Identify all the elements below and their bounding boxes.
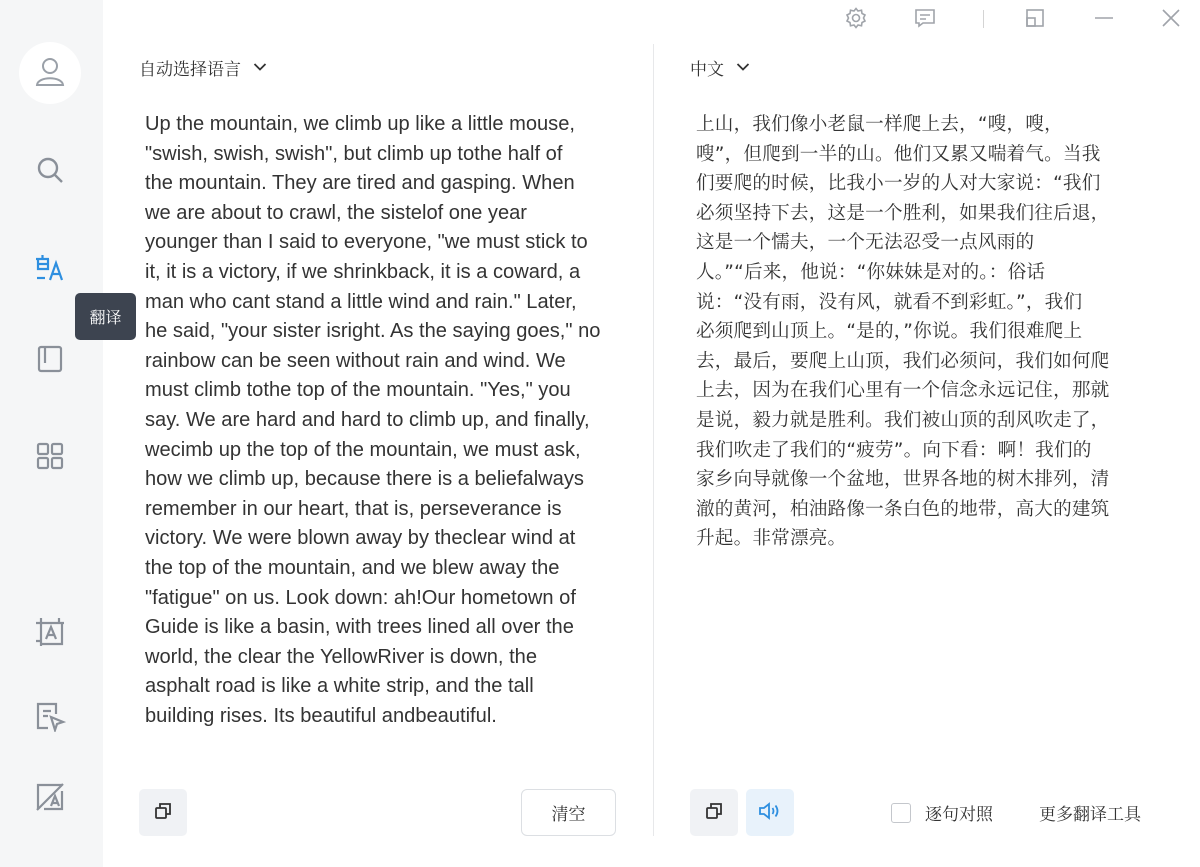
sidebar-translate[interactable] (30, 249, 70, 289)
apps-grid-icon (35, 441, 65, 475)
user-avatar[interactable] (19, 42, 81, 104)
copy-icon (153, 801, 173, 825)
minimize-button[interactable] (1090, 6, 1118, 34)
speaker-icon (758, 801, 782, 825)
more-translation-tools-link[interactable]: 更多翻译工具 (1039, 805, 1141, 825)
titlebar-separator (983, 10, 984, 28)
panel-divider (653, 44, 654, 836)
target-language-label: 中文 (690, 59, 724, 80)
source-text-area[interactable]: Up the mountain, we climb up like a little mouse, "swish, swish, swish", but climb up tothe half of the mountain. They are tired and gasping. When we are about to crawl, the sistelof one year younger than I said to everyone, "we must stick to it, it is a victory, if we shrinkback, it is a coward, a man who cant stand a little wind and rain." Later, he said, "your sister isright. As the saying goes," no rainbow can be seen without rain and wind. We must climb tothe top of the mountain. "Yes," you say. We are hard and hard to climb up, and finally, wecimb up the top of the mountain, we must ask, how we climb up, because there is a beliefalways remember in our heart, that is, perseverance is victory. We were blown away by theclear wind at the top of the mountain, and we blew away the "fatigue" on us. Look down: ah!Our hometown of Guide is like a basin, with trees lined all over the world, the clear the YellowRiver is down, the asphalt road is like a white strip, and the tall building rises. Its beautiful andbeautiful. (145, 113, 601, 727)
copy-source-button[interactable] (139, 789, 187, 836)
translate-tooltip: 翻译 (75, 293, 136, 340)
feedback-icon (914, 7, 936, 33)
copy-icon (704, 801, 724, 825)
book-icon (35, 344, 65, 378)
target-language-select[interactable] (690, 54, 750, 80)
source-language-label: 自动选择语言 (139, 59, 241, 80)
translation-result: 上山，我们像小老鼠一样爬上去，“嗖，嗖， 嗖”，但爬到一半的山。他们又累又喘着气。当我 们要爬的时候，比我小一岁的人对大家说：“我们 必须坚持下去，这是一个胜利，如果我们往后退， 这是一个懦夫，一个无法忍受一点风雨的 人。”“后来，他说：“你妹妹是对的。：俗话 说：“没有雨，没有风，就看不到彩虹。”，我们 必须爬到山顶上。“是的，”你说。我们很难爬上 去，最后，要爬上山顶，我们必须问，我们如何爬 上去，因为在我们心里有一个信念永远记住，那就 是说，毅力就是胜利。我们被山顶的刮风吹走了， 我们吹走了我们的“疲劳”。向下看：啊！我们的 家乡向导就像一个盆地，世界各地的树木排列，清 澈的黄河，柏油路像一条白色的地带，高大的建筑 升起。非常漂亮。 (696, 114, 1110, 550)
search-icon (35, 155, 65, 189)
sidebar-book[interactable] (30, 341, 70, 381)
chevron-down-icon (736, 57, 750, 77)
copy-translation-button[interactable] (690, 789, 738, 836)
sentence-compare-checkbox[interactable] (891, 803, 911, 823)
sidebar-search[interactable] (30, 152, 70, 192)
screenshot-translate-icon (33, 780, 67, 818)
clear-button[interactable]: 清空 (521, 789, 616, 836)
close-icon (1160, 7, 1182, 33)
sidebar-image-translate[interactable] (30, 614, 70, 654)
sidebar-document-translate[interactable] (30, 698, 70, 738)
settings-icon (845, 7, 867, 33)
settings-button[interactable] (842, 6, 870, 34)
user-avatar-icon (33, 54, 67, 92)
close-button[interactable] (1157, 6, 1185, 34)
minimize-icon (1093, 7, 1115, 33)
sidebar (0, 0, 122, 867)
source-language-select[interactable] (139, 54, 267, 80)
sentence-compare-toggle[interactable] (891, 800, 993, 825)
restore-window-button[interactable] (1021, 6, 1049, 34)
sentence-compare-label: 逐句对照 (925, 805, 993, 825)
restore-window-icon (1024, 7, 1046, 33)
chevron-down-icon (253, 57, 267, 77)
feedback-button[interactable] (911, 6, 939, 34)
sidebar-apps[interactable] (30, 438, 70, 478)
document-translate-icon (34, 700, 66, 736)
speak-translation-button[interactable] (746, 789, 794, 836)
image-translate-icon (33, 615, 67, 653)
sidebar-screenshot-translate[interactable] (30, 779, 70, 819)
translate-icon (33, 250, 67, 288)
